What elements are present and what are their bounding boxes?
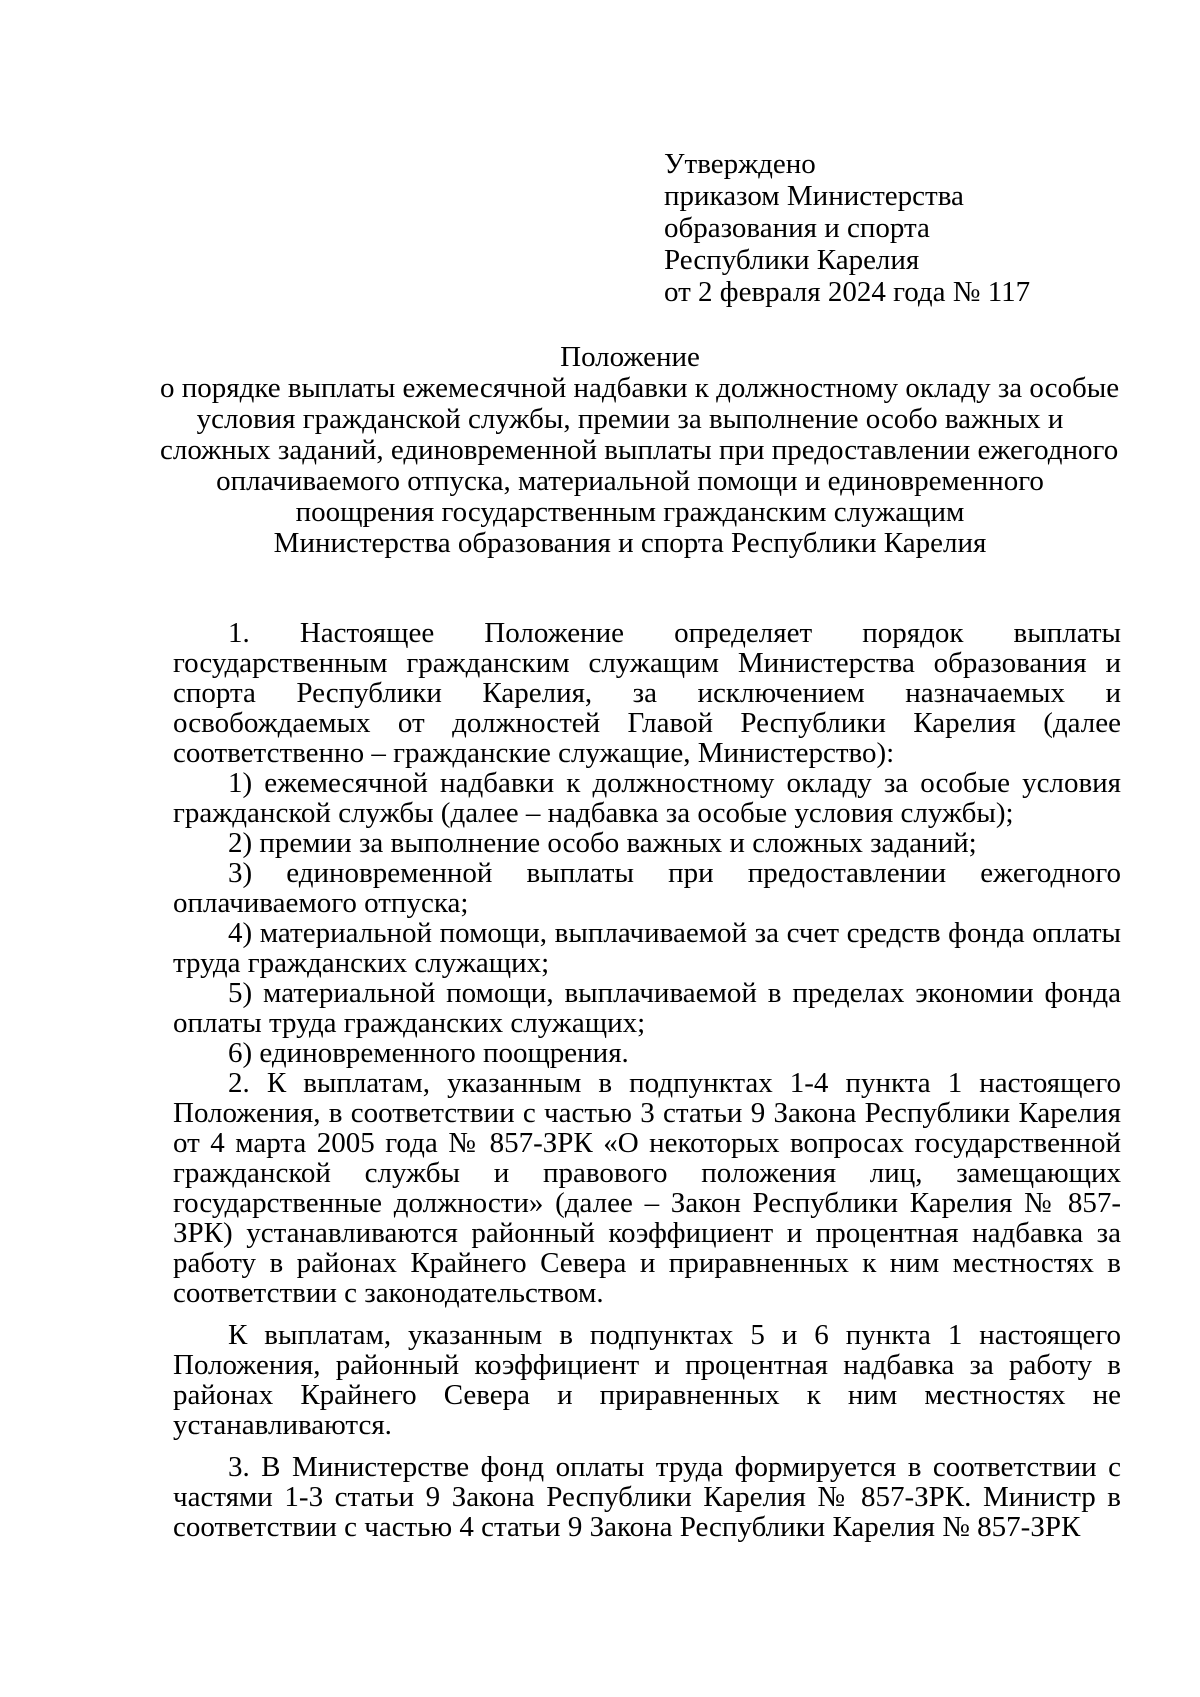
approval-line: Республики Карелия: [664, 244, 920, 276]
list-item: 6) единовременного поощрения.: [228, 1037, 629, 1069]
document-title: [160, 341, 1120, 559]
title-line: сложных заданий, единовременной выплаты при предоставлении ежегодного: [160, 434, 1119, 466]
list-item: 3) единовременной выплаты при предоставлении ежегодного оплачиваемого отпуска;: [173, 857, 1121, 919]
title-line: условия гражданской службы, премии за выполнение особо важных и: [196, 403, 1064, 435]
paragraph: 2. К выплатам, указанным в подпунктах 1-4 пункта 1 настоящего Положения, в соответствии с частью 3 статьи 9 Закона Республики Карелия от 4 марта 2005 года № 857-ЗРК «О некоторых вопросах государственной гражданской службы и правового положения лиц, замещающих государственные должности» (далее – Закон Республики Карелия № 857-ЗРК) устанавливаются районный коэффициент и процентная надбавка за работу в районах Крайнего Севера и приравненных к ним местностях в соответствии с законодательством.: [173, 1067, 1121, 1309]
title-line: оплачиваемого отпуска, материальной помощи и единовременного: [216, 465, 1044, 497]
list-item: 1) ежемесячной надбавки к должностному окладу за особые условия гражданской службы (далее – надбавка за особые условия службы);: [173, 767, 1121, 829]
document-body: [173, 618, 1121, 1542]
approval-line: приказом Министерства: [664, 180, 964, 212]
approval-line: образования и спорта: [664, 212, 930, 244]
approval-line: от 2 февраля 2024 года № 117: [664, 276, 1031, 308]
paragraph: 3. В Министерстве фонд оплаты труда формируется в соответствии с частями 1-3 статьи 9 Закона Республики Карелия № 857-ЗРК. Министр в соответствии с частью 4 статьи 9 Закона Республики Карелия № 857-ЗРК: [173, 1451, 1121, 1543]
list-item: 2) премии за выполнение особо важных и сложных заданий;: [228, 827, 977, 859]
approval-stamp: [664, 148, 1144, 308]
title-line: о порядке выплаты ежемесячной надбавки к должностному окладу за особые: [160, 372, 1120, 404]
list-item: 4) материальной помощи, выплачиваемой за счет средств фонда оплаты труда гражданских служащих;: [173, 917, 1121, 979]
approval-line: Утверждено: [664, 148, 816, 180]
list-item: 5) материальной помощи, выплачиваемой в пределах экономии фонда оплаты труда гражданских служащих;: [173, 977, 1121, 1039]
title-line: поощрения государственным гражданским служащим: [295, 496, 965, 528]
paragraph: 1. Настоящее Положение определяет порядок выплаты государственным гражданским служащим Министерства образования и спорта Республики Карелия, за исключением назначаемых и освобождаемых от должностей Главой Республики Карелия (далее соответственно – гражданские служащие, Министерство):: [173, 617, 1121, 769]
title-line: Министерства образования и спорта Республики Карелия: [273, 527, 987, 559]
paragraph: К выплатам, указанным в подпунктах 5 и 6 пункта 1 настоящего Положения, районный коэффициент и процентная надбавка за работу в районах Крайнего Севера и приравненных к ним местностях не устанавливаются.: [173, 1319, 1121, 1441]
title-heading: Положение: [560, 341, 700, 373]
